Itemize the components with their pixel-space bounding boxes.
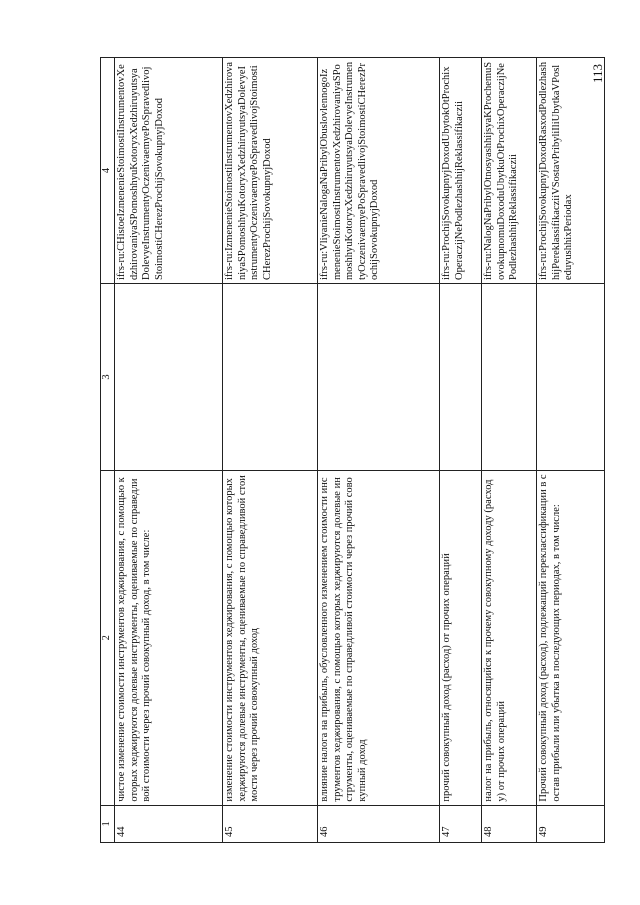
header-col-1: 1 <box>101 805 115 842</box>
row-name: прочий совокупный доход (расход) от прочих операций <box>440 470 482 805</box>
row-col3 <box>318 284 440 471</box>
table-row <box>440 58 482 843</box>
page-number: 113 <box>590 63 605 83</box>
row-col3 <box>115 284 223 471</box>
header-col-4: 4 <box>101 58 115 284</box>
row-name: Прочий совокупный доход (расход), подлежащий переклассификации в состав прибыли или убытка в последующих периодах, в том числе: <box>537 470 605 805</box>
row-number: 45 <box>223 805 318 842</box>
row-name: налог на прибыль, относящийся к прочему совокупному доходу (расходу) от прочих операций <box>482 470 537 805</box>
row-number: 48 <box>482 805 537 842</box>
document-table <box>100 57 605 843</box>
row-number: 47 <box>440 805 482 842</box>
row-code: ifrs-ru:NalogNaPribylOtnosyashhijsyaKProchemuSovokupnomuDoxoduUbytkuOtProchixOperaczijNePodlezhashhijReklassifikaczii <box>482 58 537 284</box>
table-row <box>537 58 605 843</box>
row-col3 <box>440 284 482 471</box>
table-row <box>482 58 537 843</box>
row-col3 <box>482 284 537 471</box>
row-col3 <box>223 284 318 471</box>
row-name: изменение стоимости инструментов хеджирования, с помощью которых хеджируются долевые инструменты, оцениваемые по справедливой стоимости через прочий совокупный доход <box>223 470 318 805</box>
table-row <box>318 58 440 843</box>
row-col3 <box>537 284 605 471</box>
row-number: 44 <box>115 805 223 842</box>
row-code: ifrs-ru:CHistoeIzmenenieStoimostiInstrumentovXedzhirovaniyaSPomoshhyuKotoryxXedzhiruyutsyaDolevyeInstrumentyOczenivaemyePoSpravedlivojStoimostiCHerezProchijSovokupnyjDoxod <box>115 58 223 284</box>
row-code: ifrs-ru:VliyanieNalogaNaPribylObuslovlennogoIzmenenieStoimostiInstrumentovXedzhirovaniyaSPomoshhyuKotoryxXedzhiruyutsyaDolevyeInstrumentyOczenivaemyePoSpravedlivojStoimostiCHerezProchijSovokupnyjDoxod <box>318 58 440 284</box>
row-name: чистое изменение стоимости инструментов хеджирования, с помощью которых хеджируются долевые инструменты, оцениваемые по справедливой стоимости через прочий совокупный доход, в том числе: <box>115 470 223 805</box>
row-number: 49 <box>537 805 605 842</box>
table-row <box>115 58 223 843</box>
row-name: влияние налога на прибыль, обусловленного изменением стоимости инструментов хеджирования, с помощью которых хеджируются долевые инструменты, оцениваемые по справедливой стоимости через прочий совокупный доход <box>318 470 440 805</box>
row-number: 46 <box>318 805 440 842</box>
table-header-row <box>101 58 115 843</box>
header-col-2: 2 <box>101 470 115 805</box>
header-col-3: 3 <box>101 284 115 471</box>
row-code: ifrs-ru:ProchijSovokupnyjDoxodRasxodPodlezhashhijPereklassifikacziiVSostavPribyliIliUbytkaVPosleduyushhixPeriodax <box>537 58 605 284</box>
row-code: ifrs-ru:ProchijSovokupnyjDoxodUbytokOtProchixOperaczijNePodlezhashhijReklassifikaczii <box>440 58 482 284</box>
table-row <box>223 58 318 843</box>
row-code: ifrs-ru:IzmenenieStoimostiInstrumentovXedzhirovaniyaSPomoshhyuKotoryxXedzhiruyutsyaDolevyeInstrumentyOczenivaemyePoSpravedlivojStoimostiCHerezProchijSovokupnyjDoxod <box>223 58 318 284</box>
